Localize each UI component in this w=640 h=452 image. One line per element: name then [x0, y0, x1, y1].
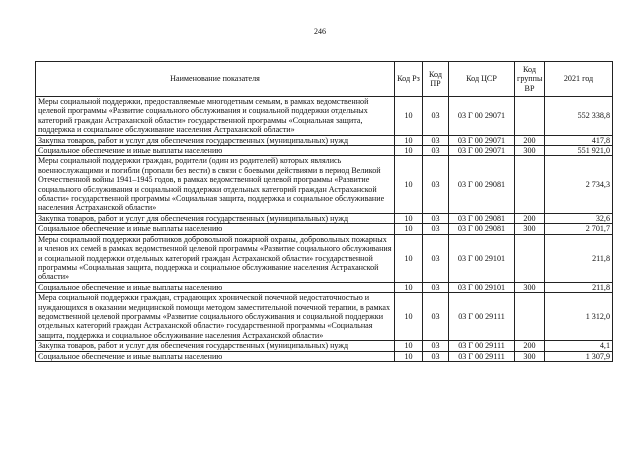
code-pr: 03: [423, 135, 449, 145]
amount: 551 921,0: [545, 146, 613, 156]
table-row: [36, 135, 613, 145]
indicator-name: Социальное обеспечение и иные выплаты населению: [36, 224, 395, 234]
code-csr: 03 Г 00 29101: [449, 282, 515, 292]
code-vr: 300: [515, 282, 545, 292]
code-vr: 200: [515, 135, 545, 145]
amount: 2 734,3: [545, 156, 613, 213]
code-csr: 03 Г 00 29071: [449, 97, 515, 136]
indicator-name: Социальное обеспечение и иные выплаты населению: [36, 146, 395, 156]
table-row: [36, 341, 613, 351]
table-row: [36, 293, 613, 341]
code-csr: 03 Г 00 29071: [449, 135, 515, 145]
code-pr: 03: [423, 341, 449, 351]
code-rz: 10: [395, 341, 423, 351]
indicator-name: Социальное обеспечение и иные выплаты населению: [36, 282, 395, 292]
table-row: [36, 234, 613, 282]
code-vr: 300: [515, 224, 545, 234]
table-header-row: [36, 62, 613, 97]
code-csr: 03 Г 00 29081: [449, 156, 515, 213]
indicator-name: Закупка товаров, работ и услуг для обеспечения государственных (муниципальных) нужд: [36, 135, 395, 145]
indicator-name: Меры социальной поддержки работников добровольной пожарной охраны, добровольных пожарных и членов их семей в рамках ведомственной целевой программы «Развитие социального обслуживания и социальной поддержки отдельных категорий граждан Астраханской области» государственной программы «Социальная защита, поддержка и социальное обслуживание населения Астраханской области»: [36, 234, 395, 282]
table-row: [36, 146, 613, 156]
code-csr: 03 Г 00 29111: [449, 341, 515, 351]
code-pr: 03: [423, 282, 449, 292]
amount: 211,8: [545, 282, 613, 292]
code-csr: 03 Г 00 29101: [449, 234, 515, 282]
code-rz: 10: [395, 156, 423, 213]
header-name: Наименование показателя: [36, 62, 395, 97]
amount: 1 307,9: [545, 351, 613, 361]
code-rz: 10: [395, 135, 423, 145]
code-vr: [515, 97, 545, 136]
code-rz: 10: [395, 146, 423, 156]
code-vr: [515, 156, 545, 213]
code-vr: [515, 234, 545, 282]
header-csr: Код ЦСР: [449, 62, 515, 97]
code-vr: 300: [515, 351, 545, 361]
table-row: [36, 351, 613, 361]
code-pr: 03: [423, 234, 449, 282]
code-rz: 10: [395, 97, 423, 136]
table-row: [36, 213, 613, 223]
code-vr: 200: [515, 213, 545, 223]
indicator-name: Закупка товаров, работ и услуг для обеспечения государственных (муниципальных) нужд: [36, 213, 395, 223]
code-csr: 03 Г 00 29071: [449, 146, 515, 156]
code-vr: 300: [515, 146, 545, 156]
amount: 211,8: [545, 234, 613, 282]
code-pr: 03: [423, 146, 449, 156]
code-rz: 10: [395, 351, 423, 361]
indicator-name: Меры социальной поддержки, предоставляемые многодетным семьям, в рамках ведомственной целевой программы «Развитие социального обслуживания и социальной поддержки отдельных категорий граждан Астраханской области» государственной программы «Социальная защита, поддержка и социальное обслуживание населения Астраханской области»: [36, 97, 395, 136]
code-csr: 03 Г 00 29111: [449, 351, 515, 361]
header-pr: Код ПР: [423, 62, 449, 97]
amount: 552 338,8: [545, 97, 613, 136]
amount: 32,6: [545, 213, 613, 223]
indicator-name: Мера социальной поддержки граждан, страдающих хронической почечной недостаточностью и нуждающихся в оказании медицинской помощи методом заместительной почечной терапии, в рамках ведомственной целевой программы «Развитие социального обслуживания и социальной поддержки отдельных категорий граждан Астраханской области» государственной программы «Социальная защита, поддержка и социальное обслуживание населения Астраханской области»: [36, 293, 395, 341]
table-row: [36, 97, 613, 136]
code-csr: 03 Г 00 29081: [449, 213, 515, 223]
code-rz: 10: [395, 213, 423, 223]
code-rz: 10: [395, 293, 423, 341]
code-pr: 03: [423, 213, 449, 223]
code-pr: 03: [423, 156, 449, 213]
amount: 417,8: [545, 135, 613, 145]
table-row: [36, 156, 613, 213]
code-rz: 10: [395, 234, 423, 282]
page-number: 246: [314, 27, 326, 36]
code-pr: 03: [423, 351, 449, 361]
amount: 2 701,7: [545, 224, 613, 234]
code-pr: 03: [423, 224, 449, 234]
code-pr: 03: [423, 97, 449, 136]
code-vr: 200: [515, 341, 545, 351]
code-vr: [515, 293, 545, 341]
header-year: 2021 год: [545, 62, 613, 97]
code-pr: 03: [423, 293, 449, 341]
indicator-name: Меры социальной поддержки граждан, родители (один из родителей) которых являлись военнослужащими и погибли (пропали без вести) в связи с боевыми действиями в период Великой Отечественной войны 1941–1945 годов, в рамках ведомственной целевой программы «Развитие социального обслуживания и социальной поддержки отдельных категорий граждан Астраханской области» государственной программы «Социальная защита, поддержка и социальное обслуживание населения Астраханской области»: [36, 156, 395, 213]
code-rz: 10: [395, 224, 423, 234]
amount: 1 312,0: [545, 293, 613, 341]
amount: 4,1: [545, 341, 613, 351]
header-rz: Код Рз: [395, 62, 423, 97]
code-rz: 10: [395, 282, 423, 292]
code-csr: 03 Г 00 29081: [449, 224, 515, 234]
indicator-name: Социальное обеспечение и иные выплаты населению: [36, 351, 395, 361]
table-row: [36, 224, 613, 234]
header-vr: Код группы ВР: [515, 62, 545, 97]
budget-table: [35, 61, 613, 362]
indicator-name: Закупка товаров, работ и услуг для обеспечения государственных (муниципальных) нужд: [36, 341, 395, 351]
table-row: [36, 282, 613, 292]
code-csr: 03 Г 00 29111: [449, 293, 515, 341]
